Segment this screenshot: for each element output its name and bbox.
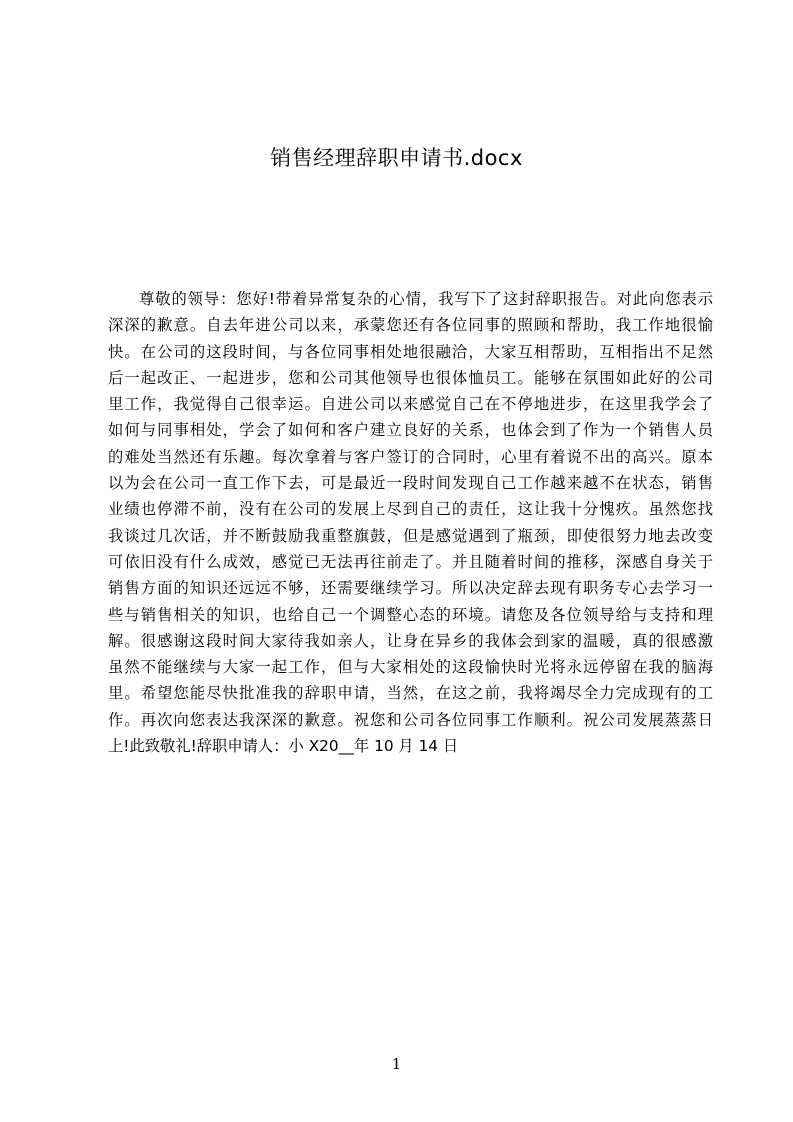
body-line: 如何与同事相处，学会了如何和客户建立良好的关系，也体会到了作为一个销售人员: [108, 421, 713, 440]
body-line: 深深的歉意。自去年进公司以来，承蒙您还有各位同事的照顾和帮助，我工作地很愉: [108, 316, 713, 335]
body-line: 的难处当然还有乐趣。每次拿着与客户签订的合同时，心里有着说不出的高兴。原本: [108, 447, 713, 466]
body-line: 尊敬的领导：您好!带着异常复杂的心情，我写下了这封辞职报告。对此向您表示: [139, 290, 713, 308]
body-line: 些与销售相关的知识，也给自己一个调整心态的环境。请您及各位领导给与支持和理: [108, 605, 713, 624]
body-line: 里。希望您能尽快批准我的辞职申请，当然，在这之前，我将竭尽全力完成现有的工: [108, 684, 713, 703]
page-number: 1: [391, 1055, 402, 1073]
body-line: 快。在公司的这段时间，与各位同事相处地很融洽，大家互相帮助，互相指出不足然: [108, 342, 713, 361]
body-line: 里工作，我觉得自己很幸运。自进公司以来感觉自己在不停地进步，在这里我学会了: [108, 395, 713, 414]
body-line: 业绩也停滞不前，没有在公司的发展上尽到自己的责任，这让我十分愧疚。虽然您找: [108, 500, 713, 519]
body-line: 以为会在公司一直工作下去，可是最近一段时间发现自己工作越来越不在状态，销售: [108, 474, 713, 493]
letter-body: [108, 286, 713, 759]
body-line: 解。很感谢这段时间大家待我如亲人，让身在异乡的我体会到家的温暖，真的很感激: [108, 631, 713, 650]
document-title: 销售经理辞职申请书.docx: [270, 146, 523, 170]
body-line: 我谈过几次话，并不断鼓励我重整旗鼓，但是感觉遇到了瓶颈，即使很努力地去改变: [108, 526, 713, 545]
body-line: 作。再次向您表达我深深的歉意。祝您和公司各位同事工作顺利。祝公司发展蒸蒸日: [108, 710, 713, 729]
body-line-signature: 上!此致敬礼!辞职申请人：小 X20__年 10 月 14 日: [108, 737, 459, 756]
body-line: 可依旧没有什么成效，感觉已无法再往前走了。并且随着时间的推移，深感自身关于: [108, 552, 713, 571]
body-line: 后一起改正、一起进步，您和公司其他领导也很体恤员工。能够在氛围如此好的公司: [108, 368, 713, 387]
body-line: 虽然不能继续与大家一起工作，但与大家相处的这段愉快时光将永远停留在我的脑海: [108, 658, 713, 677]
body-line: 销售方面的知识还远远不够，还需要继续学习。所以决定辞去现有职务专心去学习一: [108, 579, 713, 598]
